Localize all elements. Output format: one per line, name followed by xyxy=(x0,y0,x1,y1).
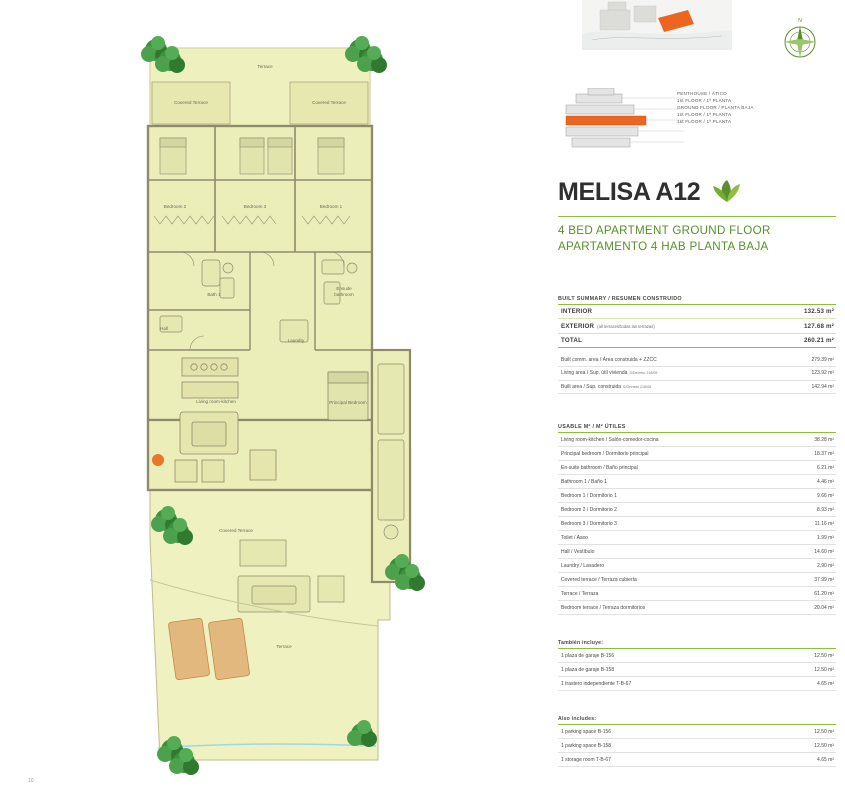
include-row-label: 1 parking space B-158 xyxy=(561,742,612,749)
table-row xyxy=(558,573,836,587)
usable-row-value: 1.99 m² xyxy=(817,534,834,541)
svg-text:Hall: Hall xyxy=(160,326,168,331)
table-row xyxy=(558,461,836,475)
floor-plan-drawing xyxy=(120,20,540,780)
include-row-label: 1 plaza de garaje B-156 xyxy=(561,652,615,659)
usable-row-label: Laundry / Lavadero xyxy=(561,562,605,569)
built-row-value: 132.53 m² xyxy=(803,308,834,316)
extra-row-value: 279.39 m² xyxy=(811,356,834,363)
svg-text:Covered Terrace: Covered Terrace xyxy=(312,100,346,105)
site-location-map xyxy=(582,0,732,50)
extra-row-label: Built comm. area / Área construida + ZZCC xyxy=(561,356,657,363)
table-row xyxy=(558,753,836,767)
usable-row-label: Bathroom 1 / Baño 1 xyxy=(561,478,607,485)
also-includes-es-header: También incluye: xyxy=(558,640,836,649)
svg-text:bathroom: bathroom xyxy=(334,292,354,297)
table-row xyxy=(558,305,836,319)
also-includes-en-header: Also includes: xyxy=(558,716,836,725)
built-row-label: INTERIOR xyxy=(561,308,593,316)
built-summary-table xyxy=(558,296,836,394)
usable-area-table xyxy=(558,424,836,615)
table-row xyxy=(558,531,836,545)
table-row xyxy=(558,601,836,615)
include-row-label: 1 parking space B-156 xyxy=(561,728,612,735)
built-row-sublabel: (all terraces/todas las terrazas) xyxy=(597,323,655,329)
table-row xyxy=(558,381,836,395)
floor-legend xyxy=(677,90,754,126)
svg-text:Covered Terrace: Covered Terrace xyxy=(174,100,208,105)
usable-row-label: Hall / Vestíbulo xyxy=(561,548,595,555)
table-row xyxy=(558,503,836,517)
svg-text:Living room-kitchen: Living room-kitchen xyxy=(196,399,236,404)
table-row xyxy=(558,587,836,601)
table-row xyxy=(558,367,836,381)
usable-row-label: Bedroom 3 / Dormitorio 3 xyxy=(561,520,617,527)
table-row xyxy=(558,545,836,559)
title-block xyxy=(558,178,838,256)
include-row-value: 4.65 m² xyxy=(817,680,834,687)
include-row-value: 12.50 m² xyxy=(814,728,834,735)
usable-row-label: Covered terrace / Terraza cubierta xyxy=(561,576,637,583)
floor-legend-item-2: GROUND FLOOR / PLANTA BAJA xyxy=(677,105,754,111)
usable-row-value: 61.20 m² xyxy=(814,590,834,597)
usable-row-label: En-suite bathroom / Baño principal xyxy=(561,464,638,471)
built-extra-rows xyxy=(558,353,836,394)
extra-row-sublabel: S/Decreto 218/05 xyxy=(623,385,652,390)
svg-text:Ensuite: Ensuite xyxy=(336,286,352,291)
include-row-label: 1 plaza de garaje B-158 xyxy=(561,666,615,673)
svg-text:Laundry: Laundry xyxy=(287,338,305,343)
extra-row-value: 142.94 m² xyxy=(811,384,834,391)
table-row xyxy=(558,517,836,531)
usable-row-value: 8.93 m² xyxy=(817,506,834,513)
table-row xyxy=(558,433,836,447)
table-row xyxy=(558,334,836,348)
compass-rose xyxy=(774,12,826,64)
title-divider xyxy=(558,216,836,217)
svg-text:Principal Bedroom: Principal Bedroom xyxy=(329,400,367,405)
usable-row-value: 20.04 m² xyxy=(814,604,834,611)
svg-text:Bedroom 3: Bedroom 3 xyxy=(243,204,267,209)
usable-row-value: 37.99 m² xyxy=(814,576,834,583)
usable-row-value: 2.90 m² xyxy=(817,562,834,569)
built-row-label: TOTAL xyxy=(561,336,583,344)
usable-row-value: 18.37 m² xyxy=(814,450,834,457)
leaf-icon xyxy=(711,178,741,209)
extra-row-label: Built area / Sup. construida xyxy=(561,384,622,391)
svg-text:Bath 1: Bath 1 xyxy=(207,292,221,297)
usable-area-header: USABLE M² / M² ÚTILES xyxy=(558,424,836,433)
also-includes-es-table xyxy=(558,640,836,691)
usable-row-label: Bedroom 1 / Dormitorio 1 xyxy=(561,492,617,499)
floor-legend-item-1: 1st FLOOR / 1ª PLANTA xyxy=(677,98,732,104)
svg-text:Terrace: Terrace xyxy=(276,644,292,649)
built-row-label: EXTERIOR xyxy=(561,322,595,330)
include-row-value: 12.50 m² xyxy=(814,652,834,659)
usable-row-label: Bedroom terrace / Terraza dormitorios xyxy=(561,604,646,611)
usable-row-value: 14.60 m² xyxy=(814,548,834,555)
usable-row-label: Bedroom 2 / Dormitorio 2 xyxy=(561,506,617,513)
table-row xyxy=(558,475,836,489)
usable-row-label: Principal bedroom / Dormitorio principal xyxy=(561,450,649,457)
subtitle-line-2: APARTAMENTO 4 HAB PLANTA BAJA xyxy=(558,240,769,254)
table-row xyxy=(558,489,836,503)
table-row xyxy=(558,353,836,367)
table-row xyxy=(558,447,836,461)
table-row xyxy=(558,677,836,691)
svg-text:Bedroom 2: Bedroom 2 xyxy=(163,204,187,209)
include-row-label: 1 storage room T-B-67 xyxy=(561,756,611,763)
table-row xyxy=(558,649,836,663)
built-summary-header: BUILT SUMMARY / RESUMEN CONSTRUIDO xyxy=(558,296,836,305)
info-panel xyxy=(552,0,837,800)
extra-row-sublabel: S/Decreto 218/05 xyxy=(629,371,658,376)
built-row-value: 260.21 m² xyxy=(803,336,834,344)
usable-row-label: Terrace / Terraza xyxy=(561,590,599,597)
page-title: MELISA A12 xyxy=(558,178,701,206)
table-row xyxy=(558,663,836,677)
floor-legend-item-0: PENTHOUSE / ÁTICO xyxy=(677,91,727,96)
usable-row-value: 38.28 m² xyxy=(814,436,834,443)
compass-north-label: N xyxy=(798,18,802,24)
extra-row-label: Living area / Sup. útil vivienda xyxy=(561,370,628,377)
floorplan-container xyxy=(120,20,540,780)
built-row-value: 127.68 m² xyxy=(803,322,834,330)
include-row-value: 12.50 m² xyxy=(814,666,834,673)
usable-row-label: Living room-kitchen / Salón-comedor-cocina xyxy=(561,436,659,443)
include-row-value: 4.65 m² xyxy=(817,756,834,763)
svg-text:Bedroom 1: Bedroom 1 xyxy=(319,204,343,209)
usable-row-value: 11.16 m² xyxy=(814,520,834,527)
usable-row-value: 9.66 m² xyxy=(817,492,834,499)
floor-legend-item-3: 1st FLOOR / 1ª PLANTA xyxy=(677,112,732,118)
page-number: 10 xyxy=(28,778,34,784)
table-row xyxy=(558,319,836,333)
table-row xyxy=(558,725,836,739)
also-includes-en-table xyxy=(558,716,836,767)
svg-text:Covered Terrace: Covered Terrace xyxy=(219,528,253,533)
svg-text:Terrace: Terrace xyxy=(257,64,273,69)
extra-row-value: 123.92 m² xyxy=(811,370,834,377)
include-row-value: 12.50 m² xyxy=(814,742,834,749)
usable-row-value: 4.46 m² xyxy=(817,478,834,485)
include-row-label: 1 trastero independiente T-B-67 xyxy=(561,680,632,687)
floor-legend-item-4: 1st FLOOR / 1ª PLANTA xyxy=(677,119,732,125)
usable-row-value: 6.21 m² xyxy=(817,464,834,471)
usable-row-label: Toilet / Aseo xyxy=(561,534,588,541)
table-row xyxy=(558,559,836,573)
subtitle-line-1: 4 BED APARTMENT GROUND FLOOR xyxy=(558,224,771,237)
table-row xyxy=(558,739,836,753)
